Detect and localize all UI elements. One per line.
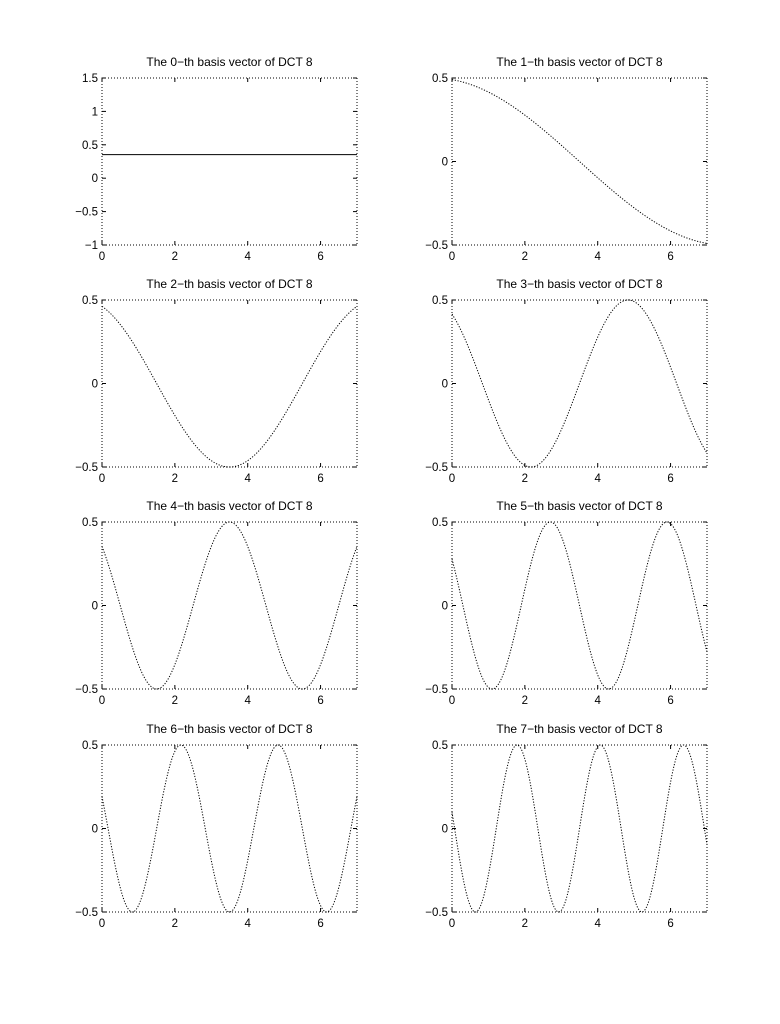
subplot-5 xyxy=(425,499,707,707)
x-tick-label: 6 xyxy=(317,251,324,263)
x-tick-label: 2 xyxy=(521,251,529,263)
y-tick-label: −0.5 xyxy=(425,684,448,696)
y-tick-label: 0.5 xyxy=(432,295,448,307)
y-tick-label: 0.5 xyxy=(82,740,98,752)
x-tick-label: 2 xyxy=(171,251,179,263)
y-tick-label: 0.5 xyxy=(82,295,98,307)
x-tick-label: 2 xyxy=(521,918,529,930)
subplot-2 xyxy=(75,277,357,485)
x-tick-label: 6 xyxy=(317,473,324,485)
y-tick-label: 0 xyxy=(91,823,98,836)
basis-curve-3 xyxy=(452,300,707,467)
y-tick-label: 1.5 xyxy=(82,73,98,85)
subplot-3 xyxy=(425,277,707,485)
basis-curve-5 xyxy=(452,522,707,689)
x-tick-label: 4 xyxy=(244,473,251,485)
x-tick-label: 6 xyxy=(667,918,674,930)
subplot-title: The 4−th basis vector of DCT 8 xyxy=(146,499,313,513)
subplot-title: The 5−th basis vector of DCT 8 xyxy=(496,499,663,513)
y-tick-label: −0.5 xyxy=(75,462,98,474)
x-tick-label: 4 xyxy=(594,251,601,263)
basis-curve-2 xyxy=(102,306,357,467)
x-tick-label: 4 xyxy=(244,251,251,263)
subplot-7 xyxy=(425,722,707,930)
subplot-title: The 0−th basis vector of DCT 8 xyxy=(146,55,313,69)
x-tick-label: 2 xyxy=(171,918,179,930)
subplot-title: The 3−th basis vector of DCT 8 xyxy=(496,277,663,291)
subplot-title: The 6−th basis vector of DCT 8 xyxy=(146,722,313,736)
x-tick-label: 0 xyxy=(98,251,106,263)
x-tick-label: 4 xyxy=(244,918,251,930)
y-tick-label: −0.5 xyxy=(425,462,448,474)
y-tick-label: 0 xyxy=(91,173,98,186)
y-tick-label: −0.5 xyxy=(75,684,98,696)
y-tick-label: 0.5 xyxy=(432,517,448,529)
x-tick-label: 0 xyxy=(98,473,106,485)
x-tick-label: 6 xyxy=(317,695,324,707)
y-tick-label: 0.5 xyxy=(82,139,98,152)
y-tick-label: 0 xyxy=(441,600,448,613)
x-tick-label: 4 xyxy=(594,918,601,930)
x-tick-label: 0 xyxy=(98,695,106,707)
axes-frame xyxy=(102,78,357,245)
axes-frame xyxy=(102,522,357,689)
subplot-6 xyxy=(75,722,357,930)
y-tick-label: 0.5 xyxy=(432,73,448,85)
x-tick-label: 6 xyxy=(667,473,674,485)
y-tick-label: −0.5 xyxy=(425,907,448,919)
subplot-title: The 7−th basis vector of DCT 8 xyxy=(496,722,663,736)
axes-frame xyxy=(452,78,707,245)
y-tick-label: 0 xyxy=(91,378,98,391)
axes-frame xyxy=(102,745,357,912)
y-tick-label: 0 xyxy=(91,600,98,613)
y-tick-label: −0.5 xyxy=(75,206,98,219)
basis-curve-7 xyxy=(452,745,707,912)
y-tick-label: 0 xyxy=(441,823,448,836)
subplot-0 xyxy=(75,55,357,263)
x-tick-label: 4 xyxy=(244,695,251,707)
y-tick-label: 0 xyxy=(441,378,448,391)
x-tick-label: 0 xyxy=(98,918,106,930)
x-tick-label: 0 xyxy=(448,251,456,263)
subplot-1 xyxy=(425,55,707,263)
x-tick-label: 6 xyxy=(317,918,324,930)
x-tick-label: 2 xyxy=(171,473,179,485)
basis-curve-6 xyxy=(102,745,357,912)
y-tick-label: 0 xyxy=(441,156,448,169)
subplot-title: The 2−th basis vector of DCT 8 xyxy=(146,277,313,291)
y-tick-label: −1 xyxy=(84,240,98,252)
y-tick-label: 1 xyxy=(91,106,98,119)
x-tick-label: 0 xyxy=(448,918,456,930)
y-tick-label: −0.5 xyxy=(75,907,98,919)
subplot-4 xyxy=(75,499,357,707)
x-tick-label: 2 xyxy=(171,695,179,707)
x-tick-label: 4 xyxy=(594,473,601,485)
x-tick-label: 6 xyxy=(667,251,674,263)
x-tick-label: 6 xyxy=(667,695,674,707)
y-tick-label: 0.5 xyxy=(432,740,448,752)
basis-curve-1 xyxy=(452,80,707,244)
x-tick-label: 4 xyxy=(594,695,601,707)
subplot-title: The 1−th basis vector of DCT 8 xyxy=(496,55,663,69)
y-tick-label: 0.5 xyxy=(82,517,98,529)
basis-curve-4 xyxy=(102,522,357,689)
x-tick-label: 2 xyxy=(521,473,529,485)
y-tick-label: −0.5 xyxy=(425,240,448,252)
x-tick-label: 2 xyxy=(521,695,529,707)
x-tick-label: 0 xyxy=(448,695,456,707)
axes-frame xyxy=(102,300,357,467)
x-tick-label: 0 xyxy=(448,473,456,485)
